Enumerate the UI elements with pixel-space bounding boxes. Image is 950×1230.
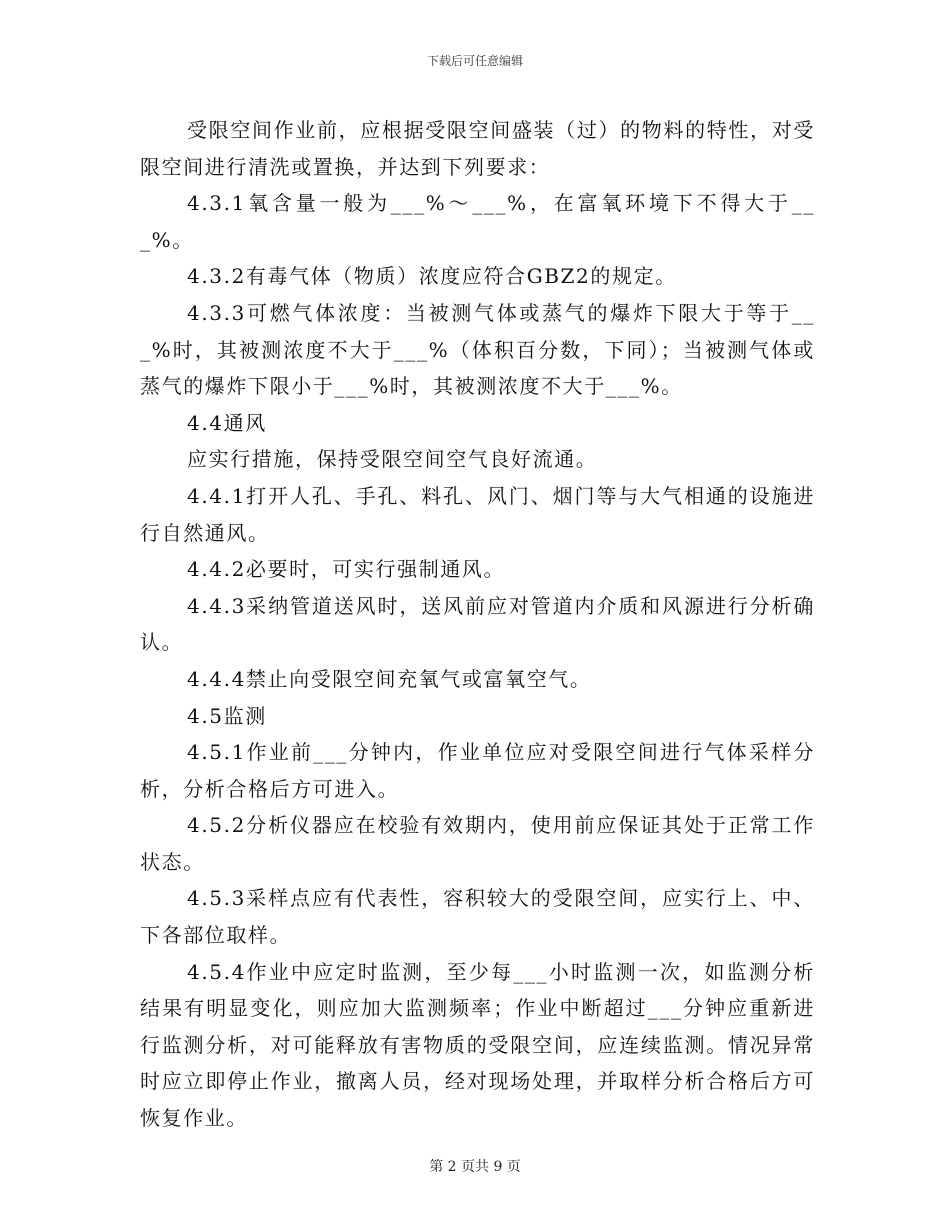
paragraph-4-4-1: 4.4.1打开人孔、手孔、料孔、风门、烟门等与大气相通的设施进行自然通风。 — [140, 483, 815, 545]
paragraph-4-4-intro: 应实行措施，保持受限空间空气良好流通。 — [187, 447, 598, 472]
paragraph-intro: 受限空间作业前，应根据受限空间盛装（过）的物料的特性，对受限空间进行清洗或置换，并达到下列要求： — [140, 118, 815, 179]
page-header: 下载后可任意编辑 — [426, 54, 523, 68]
paragraph-4-5-3: 4.5.3采样点应有代表性，容积较大的受限空间，应实行上、中、下各部位取样。 — [140, 886, 815, 948]
page-footer: 第 2 页共 9 页 — [429, 1159, 521, 1175]
paragraph-4-3-3: 4.3.3可燃气体浓度：当被测气体或蒸气的爆炸下限大于等于___%时，其被测浓度不大于___%（体积百分数，下同）；当被测气体或蒸气的爆炸下限小于___%时，其被测浓度不大于___%。 — [140, 300, 815, 399]
paragraph-4-4-3: 4.4.3采纳管道送风时，送风前应对管道内介质和风源进行分析确认。 — [140, 593, 815, 655]
paragraph-4-4-4: 4.4.4禁止向受限空间充氧气或富氧空气。 — [187, 666, 592, 691]
section-heading-4-4: 4.4通风 — [187, 410, 267, 435]
document-body — [140, 112, 815, 1137]
paragraph-4-5-1: 4.5.1作业前___分钟内，作业单位应对受限空间进行气体采样分析，分析合格后方可进入。 — [140, 740, 815, 801]
paragraph-4-3-1: 4.3.1氧含量一般为___%～___%，在富氧环境下不得大于___%。 — [140, 191, 815, 252]
paragraph-4-5-4: 4.5.4作业中应定时监测，至少每___小时监测一次，如监测分析结果有明显变化，则应加大监测频率；作业中断超过___分钟应重新进行监测分析，对可能释放有害物质的受限空间，应连续监测。情况异常时应立即停止作业，撤离人员，经对现场处理，并取样分析合格后方可恢复作业。 — [140, 959, 815, 1131]
paragraph-4-4-2: 4.4.2必要时，可实行强制通风。 — [187, 557, 506, 582]
paragraph-4-3-2: 4.3.2有毒气体（物质）浓度应符合GBZ2的规定。 — [187, 264, 677, 289]
section-heading-4-5: 4.5监测 — [187, 703, 267, 728]
paragraph-4-5-2: 4.5.2分析仪器应在校验有效期内，使用前应保证其处于正常工作状态。 — [140, 813, 815, 874]
